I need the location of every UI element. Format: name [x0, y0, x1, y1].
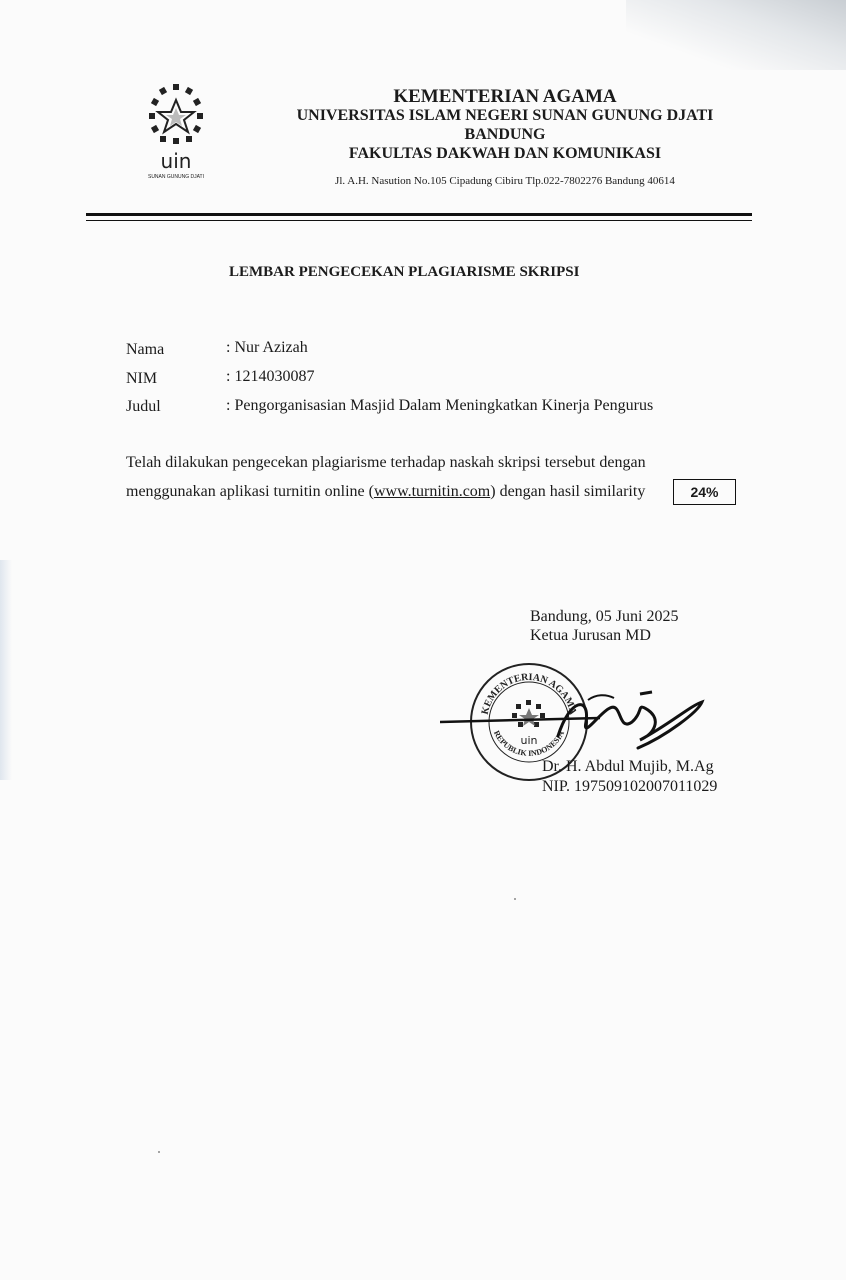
city-name: BANDUNG — [464, 126, 546, 143]
statement-text-before: menggunakan aplikasi turnitin online ( — [126, 483, 374, 500]
name-label: Nama — [126, 341, 165, 358]
similarity-result: 24% — [673, 479, 736, 505]
nim-label: NIM — [126, 370, 158, 387]
photo-shadow — [626, 0, 846, 70]
svg-text:KEMENTERIAN AGAMA: KEMENTERIAN AGAMA — [479, 671, 579, 716]
name-value: : Nur Azizah — [226, 339, 308, 356]
statement-line-2 — [126, 483, 645, 501]
signer-name: Dr. H. Abdul Mujib, M.Ag — [542, 758, 714, 775]
nim-value: : 1214030087 — [226, 368, 315, 385]
university-name: UNIVERSITAS ISLAM NEGERI SUNAN GUNUNG DJATI — [296, 107, 714, 124]
ministry-name: KEMENTERIAN AGAMA — [393, 86, 617, 107]
title-value: : Pengorganisasian Masjid Dalam Meningkatkan Kinerja Pengurus — [226, 397, 654, 414]
turnitin-link[interactable]: www.turnitin.com — [373, 483, 491, 500]
statement-text-after: ) dengan hasil similarity — [490, 483, 646, 500]
statement-line-1: Telah dilakukan pengecekan plagiarisme terhadap naskah skripsi tersebut dengan — [126, 454, 646, 471]
handwritten-signature — [440, 688, 710, 758]
place-date: Bandung, 05 Juni 2025 — [530, 608, 679, 625]
paper-speck — [514, 898, 516, 900]
document-title: LEMBAR PENGECEKAN PLAGIARISME SKRIPSI — [229, 264, 580, 280]
header-divider-thin — [86, 220, 752, 221]
svg-text:uin: uin — [160, 149, 192, 173]
signer-position: Ketua Jurusan MD — [530, 627, 651, 644]
svg-text:REPUBLIK INDONESIA: REPUBLIK INDONESIA — [491, 729, 567, 758]
paper-speck — [158, 1151, 160, 1153]
svg-text:uin: uin — [520, 734, 538, 747]
title-label: Judul — [126, 398, 161, 415]
logo-caption: SUNAN GUNUNG DJATI — [147, 174, 205, 180]
address: Jl. A.H. Nasution No.105 Cipadung Cibiru Tlp.022-7802276 Bandung 40614 — [335, 175, 675, 187]
signer-nip: NIP. 197509102007011029 — [542, 778, 718, 795]
photo-shadow-left — [0, 560, 12, 780]
header-divider — [86, 213, 752, 216]
faculty-name: FAKULTAS DAKWAH DAN KOMUNIKASI — [348, 145, 662, 162]
